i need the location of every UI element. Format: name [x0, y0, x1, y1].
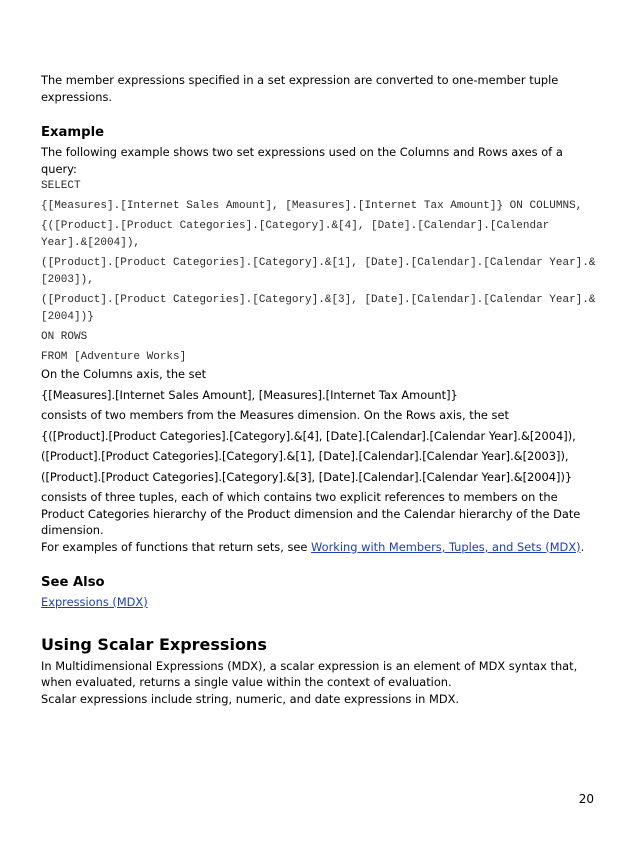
example-lead-paragraph: The following example shows two set expressions used on the Columns and Rows axes of a query: — [41, 145, 563, 176]
code-line: SELECT — [41, 180, 81, 192]
code-line: {([Product].[Product Categories].[Category].&[4], [Date].[Calendar].[Calendar Year].&[2004]), — [41, 220, 556, 249]
explain-line: consists of two members from the Measures dimension. On the Rows axis, the set — [41, 408, 509, 422]
page-number: 20 — [578, 792, 594, 806]
scalar-expressions-heading: Using Scalar Expressions — [41, 634, 267, 654]
working-with-members-link[interactable]: Working with Members, Tuples, and Sets (MDX) — [311, 539, 581, 554]
intro-paragraph: The member expressions specified in a set expression are converted to one-member tuple expressions. — [41, 73, 559, 104]
explain-line: {([Product].[Product Categories].[Category].&[4], [Date].[Calendar].[Calendar Year].&[2004]), — [41, 428, 576, 443]
explain-line: ([Product].[Product Categories].[Category].&[1], [Date].[Calendar].[Calendar Year].&[2003]), — [41, 449, 569, 463]
explain-paragraph: consists of three tuples, each of which contains two explicit references to members on the Product Categories hierarchy of the Product dimension and the Calendar hierarchy of the Date dimension. — [41, 490, 581, 537]
document-page — [41, 72, 601, 707]
expressions-mdx-link[interactable]: Expressions (MDX) — [41, 595, 148, 609]
explain-line: {[Measures].[Internet Sales Amount], [Measures].[Internet Tax Amount]} — [41, 387, 458, 402]
functions-reference-suffix: . — [580, 539, 585, 554]
code-line: ([Product].[Product Categories].[Category].&[3], [Date].[Calendar].[Calendar Year].&[2004])} — [41, 294, 596, 323]
scalar-paragraph-1: In Multidimensional Expressions (MDX), a scalar expression is an element of MDX syntax that, when evaluated, returns a single value within the context of evaluation. — [41, 658, 578, 689]
explain-line: ([Product].[Product Categories].[Category].&[3], [Date].[Calendar].[Calendar Year].&[2004])} — [41, 469, 573, 484]
see-also-link-line — [41, 594, 601, 611]
code-line: FROM [Adventure Works] — [41, 351, 187, 363]
scalar-paragraph-2: Scalar expressions include string, numeric, and date expressions in MDX. — [41, 691, 460, 706]
code-line: ([Product].[Product Categories].[Category].&[1], [Date].[Calendar].[Calendar Year].&[2003]), — [41, 257, 596, 286]
example-heading: Example — [41, 125, 105, 140]
explain-line: On the Columns axis, the set — [41, 367, 207, 381]
functions-reference-paragraph — [41, 539, 601, 556]
see-also-heading: See Also — [41, 575, 105, 590]
code-block — [41, 178, 601, 366]
code-line: ON ROWS — [41, 331, 88, 343]
functions-reference-prefix: For examples of functions that return sets, see — [41, 539, 312, 554]
code-line: {[Measures].[Internet Sales Amount], [Measures].[Internet Tax Amount]} ON COLUMNS, — [41, 200, 583, 212]
